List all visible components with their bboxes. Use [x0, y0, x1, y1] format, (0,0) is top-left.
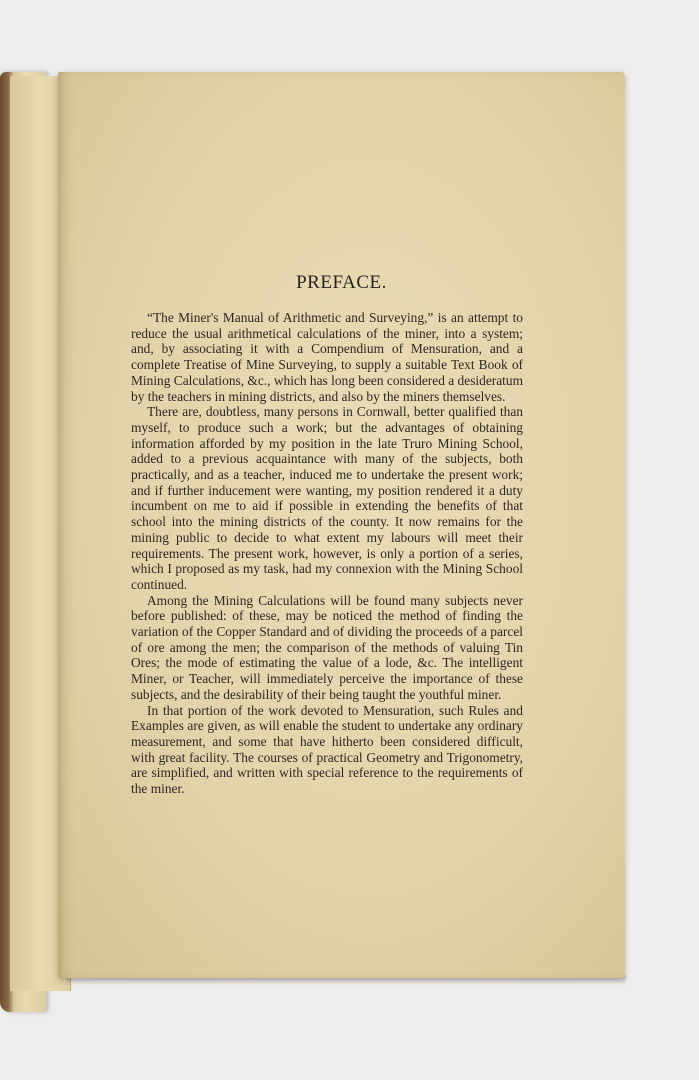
paragraph-3: Among the Mining Calculations will be found many subjects never before published: of these, may be noticed the method of finding the variation of the Copper Standard and of dividing the proceeds of a parcel of ore among the men; the comparison of the methods of valuing Tin Ores; the mode of estimating the value of a lode, &c. The intelligent Miner, or Teacher, will immediately perceive the importance of these subjects, and the desirability of their being taught the youthful miner. — [131, 592, 523, 702]
book-page — [58, 72, 625, 978]
page-title: PREFACE. — [296, 272, 387, 293]
preface-text — [131, 310, 523, 797]
paragraph-4: In that portion of the work devoted to Mensuration, such Rules and Examples are given, as will enable the student to undertake any ordinary measurement, and some that have hitherto been considered difficult, with great facility. The courses of practical Geometry and Trigonometry, are simplified, and written with special reference to the requirements of the miner. — [131, 702, 523, 797]
paragraph-1: “The Miner's Manual of Arithmetic and Surveying,” is an attempt to reduce the usual arithmetical calculations of the miner, into a system; and, by associating it with a Compendium of Mensuration, and a complete Treatise of Mine Surveying, to supply a suitable Text Book of Mining Calculations, &c., which has long been considered a desideratum by the teachers in mining districts, and also by the miners themselves. — [131, 310, 523, 404]
paragraph-2: There are, doubtless, many persons in Cornwall, better qualified than myself, to produce such a work; but the advantages of obtaining information afforded by my position in the late Truro Mining School, added to a previous acquaintance with many of the subjects, both practically, and as a teacher, induced me to undertake the present work; and if further inducement were wanting, my position rendered it a duty incumbent on me to aid if possible in extending the benefits of that school into the mining districts of the county. It now remains for the mining public to decide to what extent my labours will meet their requirements. The present work, however, is only a portion of a series, which I proposed as my task, had my connexion with the Mining School continued. — [131, 404, 523, 592]
